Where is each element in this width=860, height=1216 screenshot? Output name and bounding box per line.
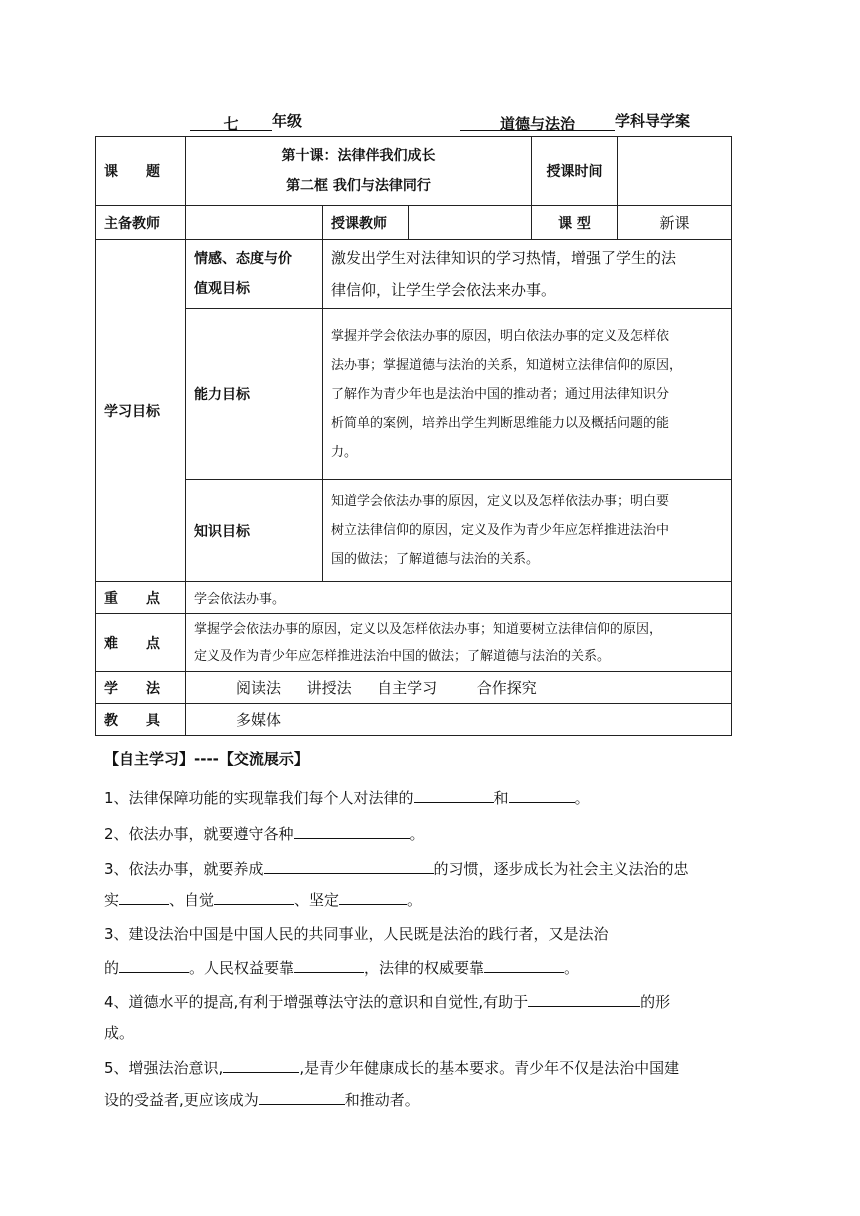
q2-text: 。 <box>409 825 425 843</box>
q4-text: 。人民权益要靠 <box>189 959 295 977</box>
topic-line1: 第十课：法律伴我们成长 <box>281 148 436 164</box>
goal3-line: 知道学会依法办事的原因，定义以及怎样依法办事；明白要 <box>331 494 670 509</box>
q6-text: ,是青少年健康成长的基本要求。青少年不仅是法治中国建 <box>299 1059 680 1077</box>
q3-text: 实 <box>104 891 120 909</box>
goal1-text-b: 律信仰，让学生学会依法来办事。 <box>331 281 557 299</box>
methods-cell <box>186 672 732 704</box>
row-difficulty <box>96 614 732 672</box>
goal2-line: 析简单的案例，培养出学生判断思维能力以及概括问题的能 <box>331 415 670 431</box>
grade-value: 七 <box>190 113 272 131</box>
question-5 <box>104 990 784 1012</box>
goal1-text <box>323 240 732 309</box>
q5-text: 成。 <box>104 1024 135 1042</box>
method-item: 讲授法 <box>306 679 352 697</box>
type-value: 新课 <box>618 206 732 240</box>
method-item: 合作探究 <box>476 679 537 697</box>
subject-field <box>460 110 690 131</box>
q1-blank-1[interactable] <box>414 786 494 803</box>
lesson-plan-table <box>95 136 732 736</box>
tools-label: 教 具 <box>96 704 186 736</box>
q3-blank-4[interactable] <box>339 888 407 905</box>
teacher-value <box>409 206 532 240</box>
question-3-cont <box>104 888 784 910</box>
q3-blank-2[interactable] <box>119 888 169 905</box>
q3-blank-3[interactable] <box>214 888 294 905</box>
goal3-text <box>323 480 732 582</box>
q3-text: 的习惯，逐步成长为社会主义法治的忠 <box>433 860 689 878</box>
question-6-cont <box>104 1088 784 1110</box>
q1-text: 1、法律保障功能的实现靠我们每个人对法律的 <box>104 789 414 807</box>
question-2 <box>104 822 784 844</box>
q4-blank-2[interactable] <box>294 956 364 973</box>
question-4-cont <box>104 956 784 978</box>
goal1-label <box>186 240 323 309</box>
row-goal-emotion <box>96 240 732 309</box>
goal1-label-b: 值观目标 <box>194 281 250 297</box>
q2-text: 2、依法办事，就要遵守各种 <box>104 825 294 843</box>
q3-blank-1[interactable] <box>264 857 434 874</box>
method-item: 自主学习 <box>377 679 438 697</box>
question-1 <box>104 786 784 808</box>
grade-field <box>190 110 302 131</box>
question-5-cont <box>104 1022 784 1043</box>
time-label: 授课时间 <box>532 137 618 206</box>
diff-line1: 掌握学会依法办事的原因，定义以及怎样依法办事；知道要树立法律信仰的原因， <box>194 621 663 637</box>
key-label: 重 点 <box>96 582 186 614</box>
row-topic <box>96 137 732 206</box>
q4-text: 。 <box>564 959 580 977</box>
goal1-label-a: 情感、态度与价 <box>194 251 292 267</box>
q3-text: 3、依法办事，就要养成 <box>104 860 264 878</box>
goals-label: 学习目标 <box>96 240 186 582</box>
goal3-label: 知识目标 <box>186 480 323 582</box>
grade-suffix: 年级 <box>272 112 303 130</box>
row-teachers <box>96 206 732 240</box>
q2-blank-1[interactable] <box>294 822 410 839</box>
question-6 <box>104 1056 784 1078</box>
q5-blank-1[interactable] <box>528 990 640 1007</box>
q6-text: 和推动者。 <box>344 1091 420 1109</box>
key-text: 学会依法办事。 <box>186 582 732 614</box>
q4-text: 的 <box>104 959 120 977</box>
type-label: 课 型 <box>532 206 618 240</box>
time-value <box>618 137 732 206</box>
diff-text <box>186 614 732 672</box>
lead-teacher-label: 主备教师 <box>96 206 186 240</box>
goal2-line: 掌握并学会依法办事的原因，明白依法办事的定义及怎样依 <box>331 328 670 344</box>
goal3-line: 国的做法；了解道德与法治的关系。 <box>331 552 540 567</box>
q6-blank-1[interactable] <box>223 1056 299 1073</box>
q6-text: 5、增强法治意识, <box>104 1059 224 1077</box>
row-tools <box>96 704 732 736</box>
goal2-label: 能力目标 <box>186 309 323 480</box>
goal2-line: 法办事；掌握道德与法治的关系，知道树立法律信仰的原因， <box>331 357 683 373</box>
goal2-text <box>323 309 732 480</box>
goal2-line: 了解作为青少年也是法治中国的推动者；通过用法律知识分 <box>331 386 670 402</box>
tools-text: 多媒体 <box>186 704 732 736</box>
goal3-line: 树立法律信仰的原因，定义及作为青少年应怎样推进法治中 <box>331 523 670 538</box>
q3-text: 。 <box>407 891 423 909</box>
method-item: 阅读法 <box>236 679 282 697</box>
method-label: 学 法 <box>96 672 186 704</box>
question-3 <box>104 857 784 879</box>
q3-text: 、坚定 <box>294 891 340 909</box>
q5-text: 的形 <box>640 993 671 1011</box>
topic-label: 课 题 <box>96 137 186 206</box>
q6-blank-2[interactable] <box>259 1088 345 1105</box>
subject-value: 道德与法治 <box>460 113 615 131</box>
self-study-heading: 【自主学习】----【交流展示】 <box>104 750 309 768</box>
q5-text: 4、道德水平的提高,有利于增强尊法守法的意识和自觉性,有助于 <box>104 993 529 1011</box>
subject-suffix: 学科导学案 <box>615 112 691 130</box>
row-goal-ability <box>96 309 732 480</box>
worksheet-header <box>0 108 860 134</box>
q1-text: 。 <box>574 789 590 807</box>
q4-blank-1[interactable] <box>119 956 189 973</box>
goal1-text-a: 激发出学生对法律知识的学习热情，增强了学生的法 <box>331 249 677 267</box>
q3-text: 、自觉 <box>169 891 215 909</box>
row-key-point <box>96 582 732 614</box>
q4-text: ，法律的权威要靠 <box>364 959 485 977</box>
goal2-line: 力。 <box>331 444 358 460</box>
row-goal-knowledge <box>96 480 732 582</box>
diff-line2: 定义及作为青少年应怎样推进法治中国的做法；了解道德与法治的关系。 <box>194 648 611 664</box>
q1-text: 和 <box>493 789 509 807</box>
lead-teacher-value <box>186 206 323 240</box>
q1-blank-2[interactable] <box>509 786 575 803</box>
teacher-label: 授课教师 <box>323 206 409 240</box>
row-methods <box>96 672 732 704</box>
topic-line2: 第二框 我们与法律同行 <box>286 178 431 194</box>
q4-blank-3[interactable] <box>484 956 564 973</box>
q4-text: 3、建设法治中国是中国人民的共同事业，人民既是法治的践行者，又是法治 <box>104 925 609 943</box>
topic-cell <box>186 137 532 206</box>
question-4 <box>104 923 784 944</box>
q6-text: 设的受益者,更应该成为 <box>104 1091 259 1109</box>
diff-label: 难 点 <box>96 614 186 672</box>
